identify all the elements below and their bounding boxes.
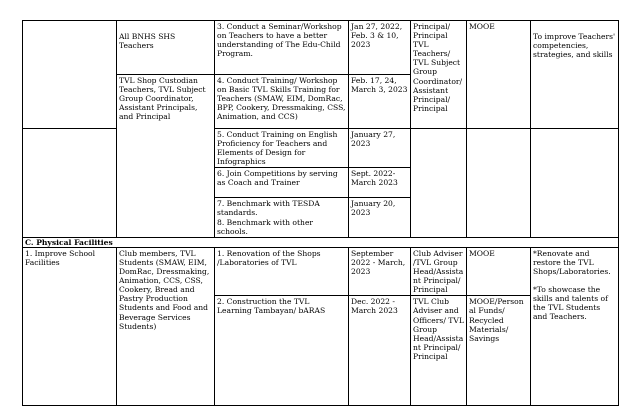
responsible-cell: Principal/ Principal TVL Teachers/ TVL Subject Group Coordinator/ Assistant Principal/ Principal [411,21,467,129]
outcome-renovate: *Renovate and restore the TVL Shops/Laboratories. [533,248,611,277]
time-frame-cell: Dec. 2022 - March 2023 [349,296,411,406]
fund-source-cell: MOOE [467,247,531,295]
fund-source-cell [467,129,531,238]
time-frame-cell: Sept. 2022- March 2023 [349,168,411,198]
expected-outcome-cell [531,247,619,405]
time-frame-cell: January 27, 2023 [349,129,411,168]
activity-cell: 5. Conduct Training on English Proficiency for Teachers and Elements of Design for Infographics [215,129,349,168]
activity-cell: 4. Conduct Training/ Workshop on Basic TVL Skills Training for Teachers (SMAW, EIM, DomRac, BPP, Cookery, Dressmaking, CSS, Animation, and CCS) [215,75,349,129]
objective-cell [23,21,117,129]
fund-source-cell: MOOE [467,21,531,129]
table-row [23,129,619,168]
outcome-showcase: *To showcase the skills and talents of the TVL Students and Teachers. [533,285,608,322]
activity-cell: 2. Construction the TVL Learning Tambayan/ bARAS [215,296,349,406]
activity-cell: 1. Renovation of the Shops /Laboratories of TVL [215,247,349,295]
person-involved-cell: All BNHS SHS Teachers [117,21,215,75]
activity-cell: 6. Join Competitions by serving as Coach and Trainer [215,168,349,198]
responsible-cell: Club Adviser /TVL Group Head/Assista nt Principal/ Principal [411,247,467,295]
expected-outcome-cell: To improve Teachers' competencies, strategies, and skills [531,21,619,129]
person-involved-cell: TVL Shop Custodian Teachers, TVL Subject Group Coordinator, Assistant Principals, and Principal [117,75,215,238]
section-heading: C. Physical Facilities [23,237,619,247]
person-involved-cell: Club members, TVL Students (SMAW, EIM, DomRac, Dressmaking, Animation, CCS, CSS, Cookery, Bread and Pastry Production Students and Food and Beverage Services Students) [117,247,215,405]
section-header-row [23,237,619,247]
action-plan-table [22,20,619,406]
objective-cell: 1. Improve School Facilities [23,247,117,405]
time-frame-cell: January 20, 2023 [349,198,411,237]
activity-cell: 7. Benchmark with TESDA standards. 8. Benchmark with other schools. [215,198,349,237]
responsible-cell [411,129,467,238]
table-row [23,21,619,75]
table-row [23,247,619,295]
time-frame-cell: Jan 27, 2022, Feb. 3 & 10, 2023 [349,21,411,75]
objective-cell [23,129,117,238]
time-frame-cell: Feb. 17, 24, March 3, 2023 [349,75,411,129]
responsible-cell: TVL Club Adviser and Officers/ TVL Group Head/Assista nt Principal/ Principal [411,296,467,406]
expected-outcome-cell [531,129,619,238]
time-frame-cell: September 2022 - March, 2023 [349,247,411,295]
fund-source-cell: MOOE/Person al Funds/ Recycled Materials/ Savings [467,296,531,406]
activity-cell: 3. Conduct a Seminar/Workshop on Teachers to have a better understanding of The Edu-Child Program. [215,21,349,75]
